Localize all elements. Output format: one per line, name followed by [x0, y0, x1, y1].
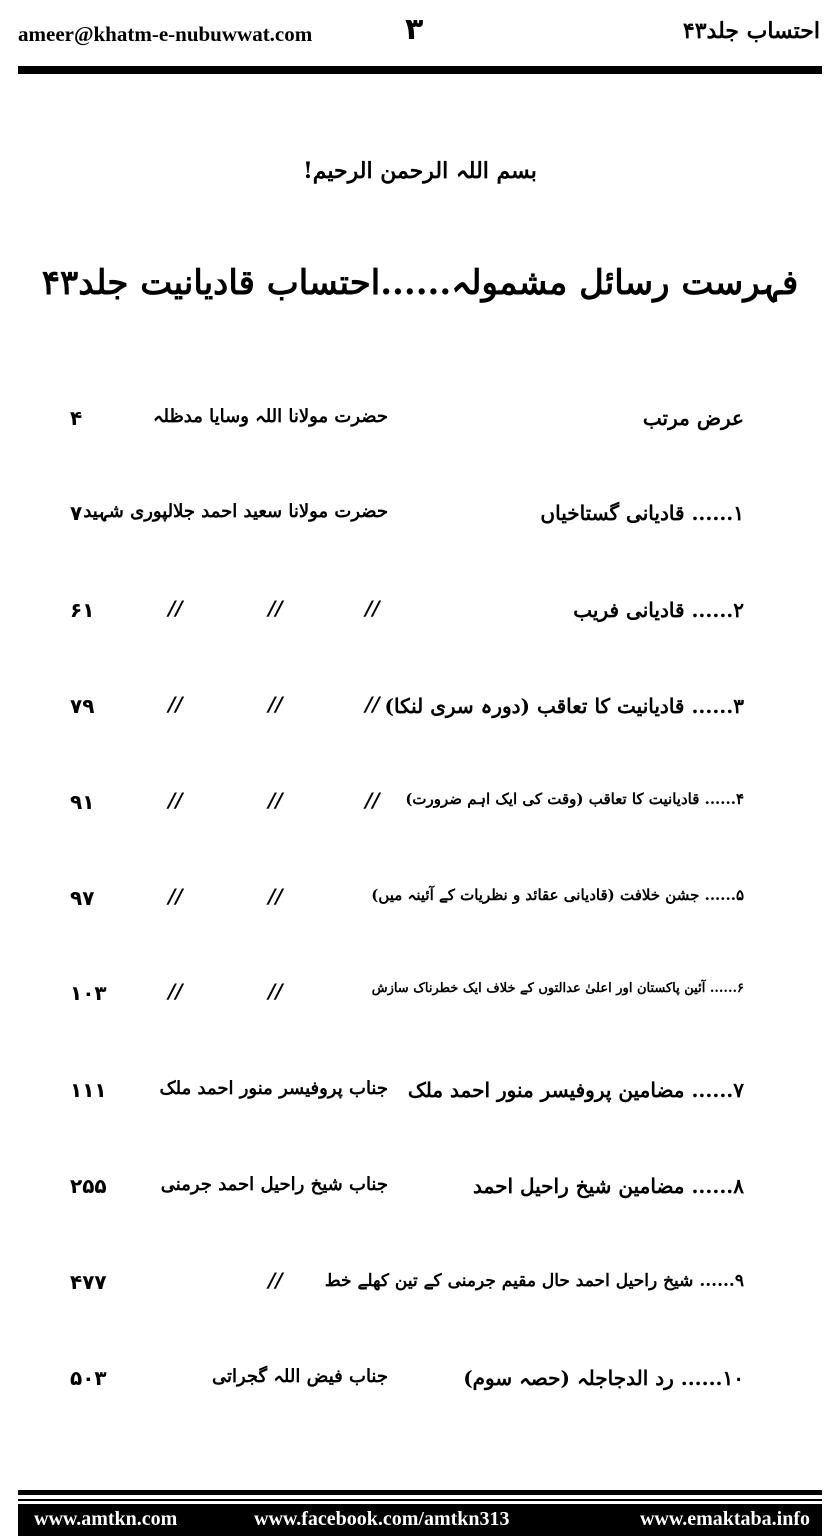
- toc-item: عرض مرتب: [642, 406, 744, 430]
- volume-label: احتساب جلد۴۳: [682, 18, 820, 44]
- footer-divider: [18, 1490, 822, 1495]
- footer-link-amtkn[interactable]: www.amtkn.com: [34, 1508, 178, 1530]
- page-header: [0, 0, 840, 70]
- toc-row: [0, 1360, 840, 1410]
- toc-item: ۵...... جشن خلافت (قادیانی عقائد و نظریات کے آئینہ میں): [371, 886, 744, 904]
- toc-author: حضرت مولانا سعید احمد جلالپوری شہید: [83, 501, 388, 522]
- toc-row: [0, 1072, 840, 1122]
- toc-author: جناب پروفیسر منور احمد ملک: [159, 1078, 388, 1099]
- toc-page: ۷: [70, 501, 83, 525]
- header-divider: [18, 66, 822, 74]
- page-title: فہرست رسائل مشمولہ......احتساب قادیانیت جلد۴۳: [41, 263, 799, 303]
- toc-page: ۹۷: [70, 886, 95, 910]
- ditto-mark: //: [268, 1268, 283, 1292]
- toc-page: ۱۱۱: [70, 1078, 107, 1102]
- ditto-mark: //: [365, 596, 380, 620]
- ditto-mark: //: [365, 692, 380, 716]
- toc-page: ۷۹: [70, 694, 95, 718]
- toc-row: [0, 784, 840, 834]
- toc-author: حضرت مولانا اللہ وسایا مدظلہ: [152, 406, 388, 427]
- toc-row: [0, 975, 840, 1025]
- toc-row: [0, 495, 840, 545]
- toc-item: ۷...... مضامین پروفیسر منور احمد ملک: [407, 1078, 744, 1102]
- toc-page: ۲۵۵: [70, 1174, 107, 1198]
- toc-author: جناب شیخ راحیل احمد جرمنی: [160, 1174, 388, 1195]
- ditto-mark: //: [168, 692, 183, 716]
- toc-page: ۱۰۳: [70, 981, 107, 1005]
- toc-row: [0, 1168, 840, 1218]
- toc-item: ۹...... شیخ راحیل احمد حال مقیم جرمنی کے تین کھلے خط: [324, 1271, 744, 1291]
- email-address[interactable]: ameer@khatm-e-nubuwwat.com: [18, 22, 313, 46]
- bismillah: بسم اللہ الرحمن الرحیم!: [303, 158, 537, 184]
- ditto-mark: //: [168, 979, 183, 1003]
- toc-item: ۳...... قادیانیت کا تعاقب (دورہ سری لنکا): [384, 694, 744, 718]
- ditto-mark: //: [268, 788, 283, 812]
- toc-item: ۶...... آئین پاکستان اور اعلیٰ عدالتوں کے خلاف ایک خطرناک سازش: [371, 981, 744, 996]
- toc-row: [0, 400, 840, 450]
- ditto-mark: //: [268, 692, 283, 716]
- toc-item: ۱۰...... رد الدجاجلہ (حصہ سوم): [463, 1366, 744, 1390]
- toc-item: ۲...... قادیانی فریب: [573, 598, 744, 622]
- toc-item: ۴...... قادیانیت کا تعاقب (وقت کی ایک اہم ضرورت): [405, 790, 744, 808]
- toc-page: ۹۱: [70, 790, 95, 814]
- ditto-mark: //: [168, 788, 183, 812]
- ditto-mark: //: [168, 596, 183, 620]
- toc-row: [0, 688, 840, 738]
- ditto-mark: //: [365, 788, 380, 812]
- toc-page: ۶۱: [70, 598, 95, 622]
- ditto-mark: //: [168, 884, 183, 908]
- ditto-mark: //: [268, 596, 283, 620]
- footer-bar: [18, 1504, 822, 1536]
- toc-item: ۱...... قادیانی گستاخیاں: [540, 501, 744, 525]
- footer-link-emaktaba[interactable]: www.emaktaba.info: [639, 1508, 810, 1530]
- toc-row: [0, 1264, 840, 1314]
- toc-page: ۴: [70, 406, 83, 430]
- page-number: ۳: [405, 12, 424, 47]
- ditto-mark: //: [268, 884, 283, 908]
- toc-row: [0, 592, 840, 642]
- toc-author: جناب فیض اللہ گجراتی: [211, 1366, 388, 1387]
- footer-divider: [18, 1499, 822, 1501]
- toc-row: [0, 880, 840, 930]
- footer-link-facebook[interactable]: www.facebook.com/amtkn313: [254, 1508, 510, 1530]
- toc-page: ۴۷۷: [70, 1270, 107, 1294]
- toc-page: ۵۰۳: [70, 1366, 107, 1390]
- ditto-mark: //: [268, 979, 283, 1003]
- toc-item: ۸...... مضامین شیخ راحیل احمد: [473, 1174, 744, 1198]
